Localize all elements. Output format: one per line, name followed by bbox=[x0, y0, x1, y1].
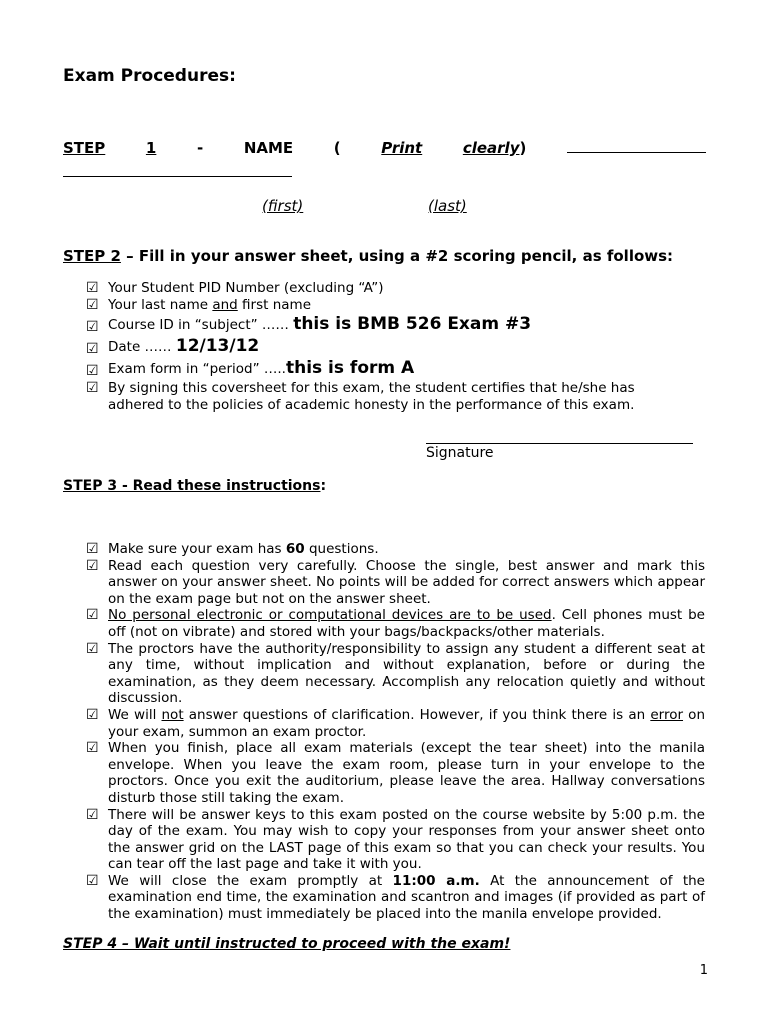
item-emphasis: No personal electronic or computational devices are to be used bbox=[108, 607, 552, 624]
item-text: first name bbox=[237, 297, 311, 313]
step1-paren-open: ( bbox=[333, 139, 341, 157]
checkbox-icon: ☑ bbox=[86, 380, 99, 396]
course-id-value: this is BMB 526 Exam #3 bbox=[293, 314, 532, 334]
checkbox-icon: ☑ bbox=[86, 806, 99, 823]
item-text: Read each question very carefully. Choose the single, best answer and mark this answer on your answer sheet. No points will be added for correct answers which appear on the exam page but not on the answer sheet. bbox=[108, 557, 705, 607]
name-blank-line-continued bbox=[63, 176, 292, 177]
item-text: When you finish, place all exam materials (except the tear sheet) into the manila envelope. When you leave the exam room, please turn in your envelope to the proctors. Once you exit the auditorium, please leave the area. Hallway conversations disturb those still taking the exam. bbox=[108, 740, 705, 806]
question-count: 60 bbox=[285, 541, 305, 557]
item-text: We will close the exam promptly at bbox=[108, 872, 393, 889]
step1-paren-close: ) bbox=[519, 139, 527, 157]
name-blank-line bbox=[567, 138, 706, 153]
step3-label: STEP 3 - Read these instructions bbox=[63, 478, 321, 494]
checkbox-icon: ☑ bbox=[86, 541, 99, 557]
item-text: Your Student PID Number (excluding “A”) bbox=[108, 280, 384, 296]
page-number: 1 bbox=[699, 963, 708, 978]
checkbox-icon: ☑ bbox=[86, 363, 99, 379]
list-item bbox=[86, 336, 676, 358]
item-text: . Cell phones must be off (not on vibrate) and stored with your bags/backpacks/other materials. bbox=[108, 607, 705, 640]
step3-heading bbox=[63, 478, 326, 494]
step4-heading: STEP 4 – Wait until instructed to proceed with the exam! bbox=[63, 936, 511, 952]
list-item bbox=[86, 280, 676, 297]
page-title: Exam Procedures: bbox=[63, 66, 236, 86]
step1-print: Print bbox=[381, 139, 423, 157]
checkbox-icon: ☑ bbox=[86, 740, 99, 757]
form-value: this is form A bbox=[285, 358, 415, 378]
item-text: questions. bbox=[304, 541, 379, 557]
item-text: At the announcement of the examination end time, the examination and scantron and images (if provided as part of the examination) must immediately be placed into the manila envelope provided. bbox=[108, 872, 705, 923]
step2-checklist bbox=[86, 280, 676, 414]
step3-checklist bbox=[86, 541, 705, 923]
step1-label: STEP bbox=[63, 139, 106, 157]
list-item bbox=[86, 314, 676, 336]
last-name-caption: (last) bbox=[428, 197, 467, 215]
checkbox-icon: ☑ bbox=[86, 280, 99, 296]
item-text: Your last name bbox=[108, 297, 213, 313]
step2-text: – Fill in your answer sheet, using a #2 scoring pencil, as follows: bbox=[120, 247, 674, 265]
item-text: We will bbox=[108, 706, 162, 723]
checkbox-icon: ☑ bbox=[86, 872, 99, 889]
item-text: Course ID in “subject” …… bbox=[108, 317, 294, 333]
step1-number: 1 bbox=[145, 139, 157, 157]
checkbox-icon: ☑ bbox=[86, 297, 99, 313]
checkbox-icon: ☑ bbox=[86, 607, 99, 624]
checkbox-icon: ☑ bbox=[86, 557, 99, 574]
item-text: answer questions of clarification. However, if you think there is an bbox=[183, 706, 651, 723]
item-text: The proctors have the authority/responsibility to assign any student a different seat at any time, without implication and without explanation, before or during the examination, as they deem necessary. Accomplish any relocation quietly and without discussion. bbox=[108, 640, 705, 707]
step1-name: NAME bbox=[243, 139, 294, 157]
list-item bbox=[86, 873, 705, 923]
list-item bbox=[86, 641, 705, 707]
step1-clearly: clearly bbox=[462, 139, 520, 157]
signature-line bbox=[426, 443, 693, 444]
list-item bbox=[86, 380, 676, 414]
item-text: By signing this coversheet for this exam, the student certifies that he/she has adhered to the policies of academic honesty in the performance of this exam. bbox=[108, 380, 635, 413]
step3-colon: : bbox=[320, 478, 327, 494]
step2-label: STEP 2 bbox=[63, 247, 121, 265]
item-text: There will be answer keys to this exam posted on the course website by 5:00 p.m. the day of the exam. You may wish to copy your responses from your answer sheet onto the answer grid on the LAST page of this exam so that you can check your results. You can tear off the last page and take it with you. bbox=[108, 806, 705, 873]
list-item bbox=[86, 740, 705, 806]
checkbox-icon: ☑ bbox=[86, 319, 99, 335]
close-time: 11:00 a.m. bbox=[392, 872, 480, 889]
step2-heading bbox=[63, 247, 673, 265]
item-text: Exam form in “period” ….. bbox=[108, 361, 286, 377]
list-item bbox=[86, 558, 705, 608]
list-item bbox=[86, 358, 676, 380]
checkbox-icon: ☑ bbox=[86, 341, 99, 357]
item-text: Date …… bbox=[108, 339, 176, 355]
item-emphasis: not bbox=[161, 706, 184, 723]
date-value: 12/13/12 bbox=[175, 336, 260, 356]
step1-dash: - bbox=[196, 139, 204, 157]
list-item bbox=[86, 607, 705, 640]
item-text: Make sure your exam has bbox=[108, 541, 286, 557]
first-name-caption: (first) bbox=[262, 197, 304, 215]
list-item bbox=[86, 807, 705, 873]
item-text: on your exam, summon an exam proctor. bbox=[108, 706, 705, 740]
list-item bbox=[86, 707, 705, 740]
item-emphasis: and bbox=[212, 297, 238, 313]
list-item bbox=[86, 541, 705, 558]
checkbox-icon: ☑ bbox=[86, 706, 99, 723]
item-emphasis: error bbox=[650, 706, 684, 723]
signature-label: Signature bbox=[426, 445, 494, 461]
checkbox-icon: ☑ bbox=[86, 640, 99, 657]
list-item bbox=[86, 297, 676, 314]
step1-heading bbox=[63, 138, 706, 157]
